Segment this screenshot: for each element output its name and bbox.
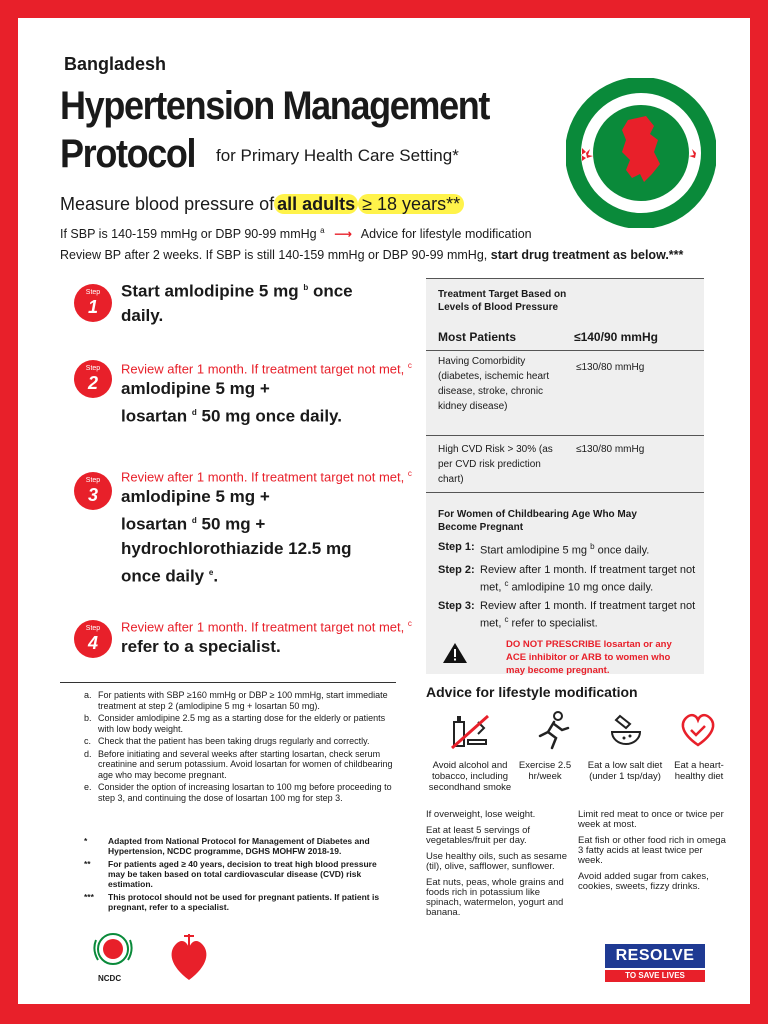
comorbidity-value: ≤130/80 mmHg — [576, 362, 645, 373]
women-step-text-end: once daily. — [597, 544, 650, 557]
women-step-key: Step 2: — [438, 563, 475, 576]
treatment-target-panel — [426, 278, 704, 674]
women-step-text-end: amlodipine 10 mg once daily. — [511, 581, 654, 594]
heart-foundation-logo-icon — [164, 930, 214, 984]
lifestyle-title: Advice for lifestyle modification — [426, 684, 638, 700]
ncdc-label: NCDC — [98, 974, 122, 983]
footnote-text: Consider the option of increasing losartan to 100 mg before proceeding to step 3, and continuing the dose of losartan 100 mg for step 3. — [98, 782, 392, 803]
footnotes-list — [84, 690, 396, 805]
women-step-key: Step 3: — [438, 600, 475, 613]
step-3-drug-b: losartan — [121, 514, 188, 534]
women-step-text: Review after 1 month. If treatment target not met, — [480, 600, 696, 630]
screening-review-text: Review BP after 2 weeks. If SBP is still 140-159 mmHg or DBP 90-99 mmHg, — [60, 248, 488, 262]
screening-condition: If SBP is 140-159 mmHg or DBP 90-99 mmHg — [60, 227, 317, 242]
lifestyle-left-list — [426, 810, 576, 924]
note-item — [84, 859, 396, 889]
government-seal-icon — [566, 78, 716, 228]
step-3-drug-e: once daily — [121, 566, 205, 586]
step-1-drug: Start amlodipine 5 mg — [121, 281, 299, 301]
step-4-text — [121, 616, 421, 659]
divider — [60, 682, 396, 683]
step-badge-label: Step — [85, 625, 101, 632]
women-step-text: Start amlodipine 5 mg — [480, 544, 587, 557]
notes-list — [84, 836, 396, 915]
note-key: *** — [84, 892, 94, 902]
cvd-risk-value: ≤130/80 mmHg — [576, 444, 645, 455]
advice-item: Use healthy oils, such as sesame (til), olive, safflower, sunflower. — [426, 851, 567, 872]
step-3-review: Review after 1 month. If treatment target not met, — [121, 469, 405, 485]
heart-icon — [678, 712, 718, 748]
advice-item: Eat fish or other food rich in omega 3 fatty acids at least twice per week. — [578, 835, 726, 866]
note-text: Adapted from National Protocol for Management of Diabetes and Hypertension, NCDC programme, DGHS MOHFW 2018-19. — [108, 836, 370, 856]
pregnancy-warning: DO NOT PRESCRIBE losartan or any ACE inhibitor or ARB to women who may become pregnant. — [506, 639, 672, 676]
footnote-key: a. — [84, 690, 92, 700]
women-heading: For Women of Childbearing Age Who May Become Pregnant — [438, 509, 637, 533]
step-2-review: Review after 1 month. If treatment target not met, — [121, 361, 405, 377]
step-4-review: Review after 1 month. If treatment target not met, — [121, 619, 405, 635]
step-1-drug-end: daily. — [121, 305, 164, 325]
step-3-drug-f: . — [213, 566, 219, 586]
step-3-drug-c: 50 mg + — [201, 514, 266, 534]
women-step-row — [438, 563, 696, 595]
step-badge-number: 3 — [87, 485, 98, 505]
women-step-text-end: refer to specialist. — [511, 617, 598, 630]
footnote-ref: c — [407, 361, 412, 370]
divider — [426, 492, 704, 493]
page-subtitle: for Primary Health Care Setting* — [216, 146, 459, 165]
note-key: * — [84, 836, 88, 846]
step-badge-label: Step — [85, 365, 101, 372]
page-title-line2: Protocol — [60, 132, 196, 176]
step-3-drug-d: hydrochlorothiazide 12.5 mg — [121, 538, 352, 558]
comorbidity-label: Having Comorbidity (diabetes, ischemic heart disease, stroke, chronic kidney disease) — [438, 356, 550, 412]
step-4-drug-a: refer to a specialist. — [121, 637, 281, 657]
footnote-item — [84, 713, 396, 734]
divider — [426, 278, 704, 279]
step-badge-label: Step — [85, 289, 101, 296]
lifestyle-right-list — [578, 810, 730, 898]
footnote-ref: c — [504, 615, 509, 625]
note-item — [84, 892, 396, 912]
advice-item: If overweight, lose weight. — [426, 809, 536, 820]
note-item — [84, 836, 396, 856]
footnote-text: Check that the patient has been taking drugs regularly and correctly. — [98, 736, 370, 746]
measure-instruction — [60, 194, 464, 215]
step-1-drug-cont: once — [312, 281, 353, 301]
note-text: For patients aged ≥ 40 years, decision to treat high blood pressure may be taken based on total cardiovascular disease (CVD) risk estimation. — [108, 859, 377, 889]
footnote-ref: d — [191, 516, 197, 526]
footnote-key: c. — [84, 736, 92, 746]
arrow-right-icon: ⟶ — [334, 227, 352, 242]
footnote-ref: c — [407, 469, 412, 478]
screening-review-bold: start drug treatment as below.*** — [490, 248, 684, 262]
footnote-ref: c — [407, 619, 412, 628]
step-badge-number: 2 — [87, 373, 98, 393]
exercise-icon — [532, 710, 572, 750]
step-1-text — [121, 276, 421, 328]
screening-action: Advice for lifestyle modification — [360, 227, 532, 242]
footnote-ref: c — [504, 578, 509, 588]
country-label: Bangladesh — [64, 54, 167, 74]
advice-item: Eat nuts, peas, whole grains and foods rich in potassium like spinach, watermelon, yogurt and banana. — [426, 877, 564, 918]
icon-label-heart: Eat a heart-healthy diet — [674, 760, 724, 782]
cvd-risk-label: High CVD Risk > 30% (as per CVD risk prediction chart) — [438, 444, 553, 485]
resolve-logo-top: RESOLVE — [605, 944, 705, 968]
women-steps — [438, 540, 696, 631]
footnote-item — [84, 749, 396, 781]
step-badge-label: Step — [85, 477, 101, 484]
step-badge-number: 1 — [87, 297, 98, 317]
footnote-key: b. — [84, 713, 92, 723]
icon-label-salt: Eat a low salt diet (under 1 tsp/day) — [587, 760, 663, 782]
footnote-item — [84, 782, 396, 803]
advice-item: Eat at least 5 servings of vegetables/fruit per day. — [426, 825, 531, 846]
resolve-logo-bottom: TO SAVE LIVES — [605, 970, 705, 982]
advice-item: Limit red meat to once or twice per week at most. — [578, 809, 724, 830]
footnote-key: d. — [84, 748, 92, 759]
step-2-drug-b: losartan — [121, 406, 188, 426]
footnote-text: Before initiating and several weeks after starting losartan, check serum creatinine and serum potassium. Avoid losartan for women of childbearing age who may become pregnant. — [98, 748, 393, 780]
ncdc-logo-icon — [88, 932, 138, 974]
footnote-ref: b — [303, 283, 309, 292]
step-3-text — [121, 466, 421, 589]
footnote-ref: d — [191, 408, 197, 418]
divider — [426, 350, 704, 351]
footnote-item — [84, 690, 396, 711]
women-step-key: Step 1: — [438, 541, 475, 553]
footnote-item — [84, 736, 396, 747]
step-badge-number: 4 — [87, 633, 98, 653]
step-badge-2 — [74, 360, 112, 398]
icon-label-exercise: Exercise 2.5 hr/week — [518, 760, 572, 782]
step-badge-3 — [74, 472, 112, 510]
targets-heading: Treatment Target Based on Levels of Blood Pressure — [438, 289, 567, 313]
footnote-text: For patients with SBP ≥160 mmHg or DBP ≥ 100 mmHg, start immediate treatment at step 2 (amlodipine 5 mg + losartan 50 mg). — [98, 690, 388, 711]
resolve-logo — [605, 944, 705, 984]
women-step-row — [438, 540, 696, 558]
low-salt-icon — [606, 710, 646, 750]
no-alcohol-smoking-icon — [448, 712, 492, 752]
step-2-drug-a: amlodipine 5 mg + — [121, 379, 270, 399]
warning-icon — [442, 642, 468, 664]
footnote-text: Consider amlodipine 2.5 mg as a starting dose for the elderly or patients with low body weight. — [98, 713, 386, 734]
step-badge-1 — [74, 284, 112, 322]
advice-item: Avoid added sugar from cakes, cookies, sweets, fizzy drinks. — [578, 871, 709, 892]
measure-highlight-age: ≥ 18 years** — [358, 194, 464, 214]
icon-label-alcohol: Avoid alcohol and tobacco, including secondhand smoke — [428, 760, 512, 793]
note-key: ** — [84, 859, 91, 869]
page-title-line1: Hypertension Management — [60, 84, 490, 128]
footnote-ref: b — [590, 542, 595, 551]
note-text: This protocol should not be used for pregnant patients. If patient is pregnant, refer to a specialist. — [108, 892, 380, 912]
step-2-text — [121, 358, 421, 429]
women-step-text: Review after 1 month. If treatment target not met, — [480, 563, 696, 594]
most-patients-value: ≤140/90 mmHg — [574, 330, 658, 344]
most-patients-label: Most Patients — [438, 330, 517, 344]
step-3-drug-a: amlodipine 5 mg + — [121, 487, 270, 507]
screening-line1 — [60, 226, 532, 241]
screening-line2 — [60, 248, 683, 262]
measure-highlight-adults: all adults — [274, 194, 358, 214]
protocol-poster — [18, 18, 750, 1004]
step-2-drug-c: 50 mg once daily. — [201, 406, 342, 426]
measure-prefix: Measure blood pressure of — [60, 194, 275, 214]
footnote-key: e. — [84, 782, 92, 792]
divider — [426, 435, 704, 436]
step-badge-4 — [74, 620, 112, 658]
footnote-ref: a — [320, 226, 325, 235]
footnote-ref: e — [208, 567, 214, 577]
women-step-row — [438, 599, 696, 631]
